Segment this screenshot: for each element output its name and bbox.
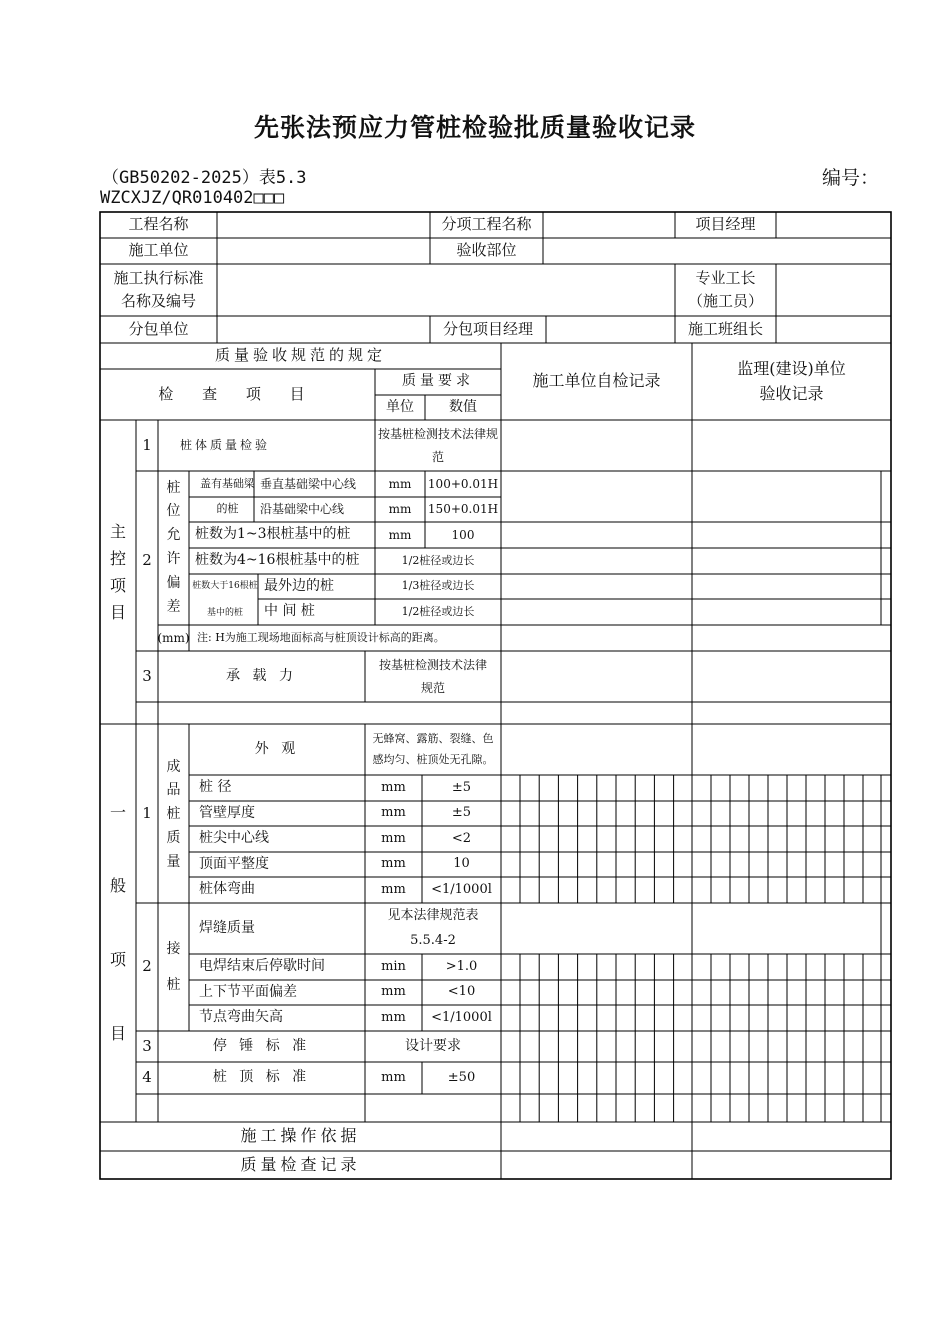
general-appearance-req: 无蜂窝、露筋、裂缝、色感均匀、桩顶处无孔隙。: [372, 731, 494, 766]
label-team-leader: 施工班组长: [687, 319, 763, 338]
general-item1-row2-value: ±5: [451, 805, 472, 821]
general-item1-row3-unit: mm: [381, 830, 406, 846]
standard-reference: （GB50202-2025）表5.3: [102, 168, 307, 188]
footer-basis-supervision[interactable]: [692, 1122, 891, 1151]
footer-record: 质量检查记录: [240, 1154, 361, 1174]
header-check-items: 检 查 项 目: [158, 384, 317, 403]
field-sub-project-name[interactable]: [543, 212, 675, 238]
general-item3-req: 设计要求: [405, 1037, 461, 1054]
field-sub-manager[interactable]: [546, 316, 675, 343]
field-exec-standard[interactable]: [217, 264, 675, 316]
main-item2-row6-req: 1/2桩径或边长: [401, 604, 475, 618]
main-item2-no: 2: [142, 551, 152, 570]
general-item1-row1-value: ±5: [451, 779, 472, 795]
main-item2-row1-value: 100+0.01H: [427, 476, 499, 491]
general-weld-req: 见本法律规范表5.5.4-2: [387, 907, 479, 948]
main-item2-row3-name: 桩数为1~3根桩基中的桩: [195, 526, 351, 543]
general-item4-value: ±50: [447, 1069, 476, 1085]
general-item2-row2-value: <10: [447, 984, 476, 1000]
general-item2-row3-unit: mm: [381, 1009, 406, 1025]
general-item3-name: 停 锤 标 准: [212, 1037, 311, 1054]
main-item1-req: 按基桩检测技术法律规范: [377, 426, 498, 464]
header-value: 数值: [449, 398, 477, 415]
general-item2-no: 2: [142, 957, 152, 976]
general-item4-name: 桩 顶 标 准: [212, 1069, 311, 1086]
label-foreman-line1: 专业工长: [695, 268, 756, 287]
general-item2-group: 接桩: [166, 940, 181, 993]
footer-record-supervision[interactable]: [692, 1151, 891, 1179]
footer-record-self[interactable]: [501, 1151, 692, 1179]
main-item1-no: 1: [142, 435, 152, 454]
main-item2-row1-name: 垂直基础梁中心线: [260, 476, 357, 491]
general-item2-row2-unit: mm: [381, 984, 406, 1000]
main-item2-row2-unit: mm: [388, 502, 412, 517]
footer-basis-self[interactable]: [501, 1122, 692, 1151]
general-item2-row1-unit: min: [381, 958, 406, 974]
general-item3-no: 3: [142, 1036, 152, 1055]
label-project-manager: 项目经理: [695, 215, 756, 234]
general-item1-row2-unit: mm: [381, 805, 406, 821]
field-project-name[interactable]: [217, 212, 430, 238]
general-item2-row1-name: 电焊结束后停歇时间: [199, 958, 325, 975]
general-item1-row4-name: 顶面平整度: [199, 855, 269, 872]
label-acceptance-part: 验收部位: [456, 241, 517, 260]
header-supervision-line1: 监理(建设)单位: [737, 358, 846, 378]
general-item1-row4-value: 10: [453, 856, 470, 872]
general-item2-row2-name: 上下节平面偏差: [199, 983, 297, 1000]
general-item1-row5-unit: mm: [381, 881, 406, 897]
main-item2-row3-value: 100: [451, 527, 475, 542]
main-item2-beam-label: 盖有基础梁的桩: [200, 477, 255, 515]
field-subcontractor[interactable]: [217, 316, 430, 343]
footer-basis: 施工操作依据: [240, 1126, 361, 1146]
field-acceptance-part[interactable]: [543, 238, 891, 264]
general-weld-name: 焊缝质量: [199, 919, 255, 936]
main-item2-group: 桩位允许偏差: [166, 479, 181, 615]
general-item1-row5-name: 桩体弯曲: [199, 881, 255, 898]
label-foreman: [675, 264, 776, 316]
general-item2-row3-name: 节点弯曲矢高: [199, 1009, 283, 1026]
label-exec-standard: [100, 264, 217, 316]
general-item1-row3-name: 桩尖中心线: [199, 830, 269, 847]
general-appearance-name: 外 观: [254, 740, 300, 757]
label-project-name: 工程名称: [128, 215, 189, 234]
main-item2-row2-value: 150+0.01H: [427, 502, 499, 517]
general-item2-row3-value: <1/1000l: [431, 1009, 492, 1025]
label-sub-manager: 分包项目经理: [442, 319, 533, 338]
general-item1-row5-value: <1/1000l: [431, 881, 492, 897]
main-item3-name: 承 载 力: [226, 667, 297, 684]
header-self-check: 施工单位自检记录: [532, 371, 661, 391]
label-construction-unit: 施工单位: [128, 241, 189, 260]
main-item3-no: 3: [142, 666, 152, 685]
section-main-control: 主控项目: [109, 521, 126, 623]
general-item1-group: 成品桩质量: [166, 758, 181, 870]
label-subcontractor: 分包单位: [128, 319, 189, 338]
main-item2-row4-req: 1/2桩径或边长: [401, 553, 475, 567]
main-item2-note: 注: H为施工现场地面标高与桩顶设计标高的距离。: [197, 630, 445, 644]
main-item2-row6-name: 中 间 桩: [264, 603, 315, 620]
document-title: 先张法预应力管桩检验批质量验收记录: [253, 113, 696, 142]
main-item2-row4-name: 桩数为4~16根桩基中的桩: [195, 552, 360, 569]
label-foreman-line2: （施工员）: [687, 292, 763, 310]
general-item4-unit: mm: [381, 1069, 406, 1085]
form-code: WZCXJZ/QR010402□□□: [100, 188, 285, 208]
general-item2-row1-value: >1.0: [445, 958, 478, 974]
field-foreman[interactable]: [776, 264, 891, 316]
main-item2-row1-unit: mm: [388, 476, 412, 491]
section-general: 一般项目: [109, 802, 126, 1043]
general-item1-row3-value: <2: [451, 830, 472, 846]
header-unit: 单位: [386, 398, 414, 415]
general-item1-row1-name: 桩 径: [199, 779, 232, 796]
header-quality-req: 质量要求: [402, 373, 474, 390]
general-item4-no: 4: [142, 1068, 152, 1087]
label-sub-project-name: 分项工程名称: [441, 215, 532, 234]
general-item1-row1-unit: mm: [381, 779, 406, 795]
field-project-manager[interactable]: [776, 212, 891, 238]
general-item1-row4-unit: mm: [381, 856, 406, 872]
main-item3-req: 按基桩检测技术法律规范: [378, 657, 487, 695]
main-item2-row3-unit: mm: [388, 527, 412, 542]
number-label: 编号：: [822, 167, 880, 189]
header-spec: 质量验收规范的规定: [214, 346, 386, 365]
main-item1-name: 桩体质量检验: [180, 438, 271, 453]
field-team-leader[interactable]: [776, 316, 891, 343]
general-item1-row2-name: 管壁厚度: [199, 804, 255, 821]
main-item2-row5-req: 1/3桩径或边长: [401, 579, 475, 593]
header-supervision-line2: 验收记录: [759, 383, 824, 403]
header-supervision: [692, 343, 891, 420]
label-exec-standard-line2: 名称及编号: [120, 292, 196, 310]
main-item2-group-unit: (mm): [157, 630, 190, 645]
main-item2-row5-name: 最外边的桩: [264, 577, 334, 594]
label-exec-standard-line1: 施工执行标准: [113, 268, 204, 287]
general-item1-no: 1: [142, 803, 152, 822]
main-item2-group16-label: 桩数大于16根桩基中的桩: [192, 581, 258, 618]
field-construction-unit[interactable]: [217, 238, 430, 264]
main-item2-row2-name: 沿基础梁中心线: [260, 502, 345, 517]
